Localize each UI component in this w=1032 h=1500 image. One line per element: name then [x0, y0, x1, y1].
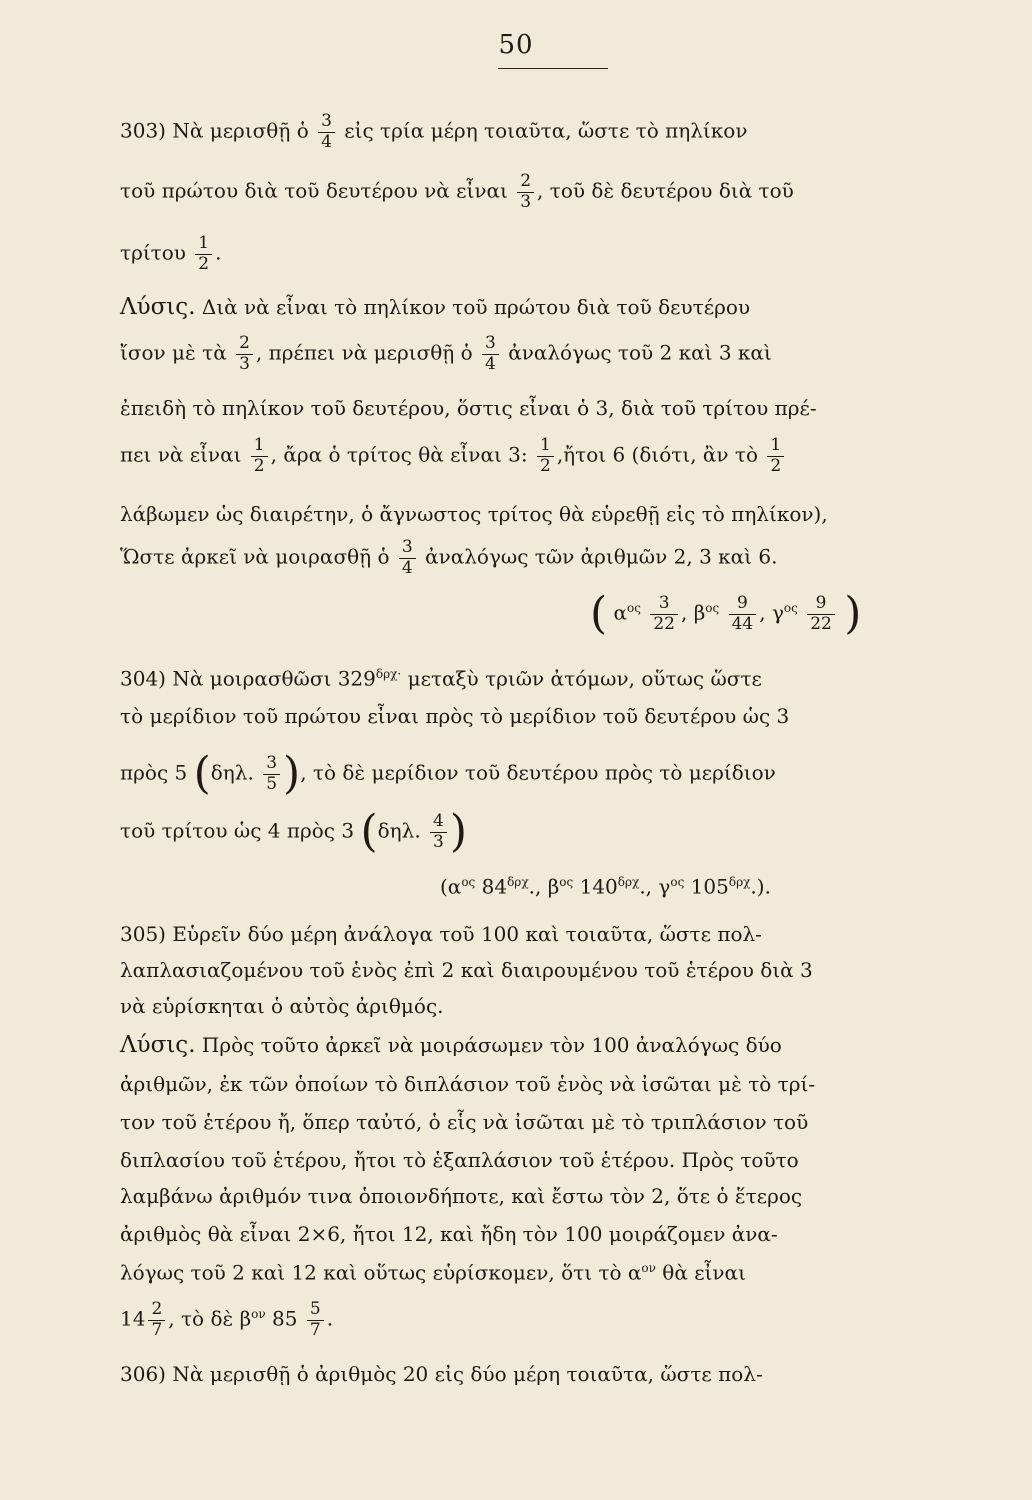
answer-304: ($\alpha^{o\varsigma}$ $84^{\delta\rho\chi}$., $\beta^{o\varsigma}$ $140^{\delta\rho\chi}$., $\gamma^{o\varsigma}$ $105^{\delta\rho\chi}$.). [440, 874, 771, 899]
text: πει νὰ εἶναι [120, 442, 242, 467]
solution-305-line-6: ἀριθμὸς θὰ εἶναι 2×6, ἤτοι 12, καὶ ἤδη τὸν 100 μοιράζομεν ἀνα- [120, 1222, 778, 1246]
solution-305-line-2: ἀριθμῶν, ἐκ τῶν ὁποίων τὸ διπλάσιον τοῦ ἑνὸς νὰ ἰσῶται μὲ τὸ τρί- [120, 1072, 816, 1096]
solution-305-line-3: τον τοῦ ἑτέρου ἤ, ὅπερ ταὐτό, ὁ εἷς νὰ ἰσῶται μὲ τὸ τριπλάσιον τοῦ [120, 1110, 809, 1134]
fraction: $\frac{9}{22}$ [807, 594, 835, 634]
fraction: $\frac{9}{44}$ [729, 594, 757, 634]
text: τοῦ τρίτου ὡς 4 πρὸς 3 [120, 818, 355, 843]
text: λάβωμεν ὡς διαιρέτην, ὁ ἄγνωστος τρίτος θὰ εὑρεθῇ εἰς τὸ πηλίκον), [120, 502, 828, 526]
solution-305-line-1: Λύσις. Πρὸς τοῦτο ἀρκεῖ νὰ μοιράσωμεν τὸν 100 ἀναλόγως δύο [120, 1032, 782, 1058]
fraction: $\frac{2}{3}$ [517, 172, 534, 212]
fraction: $\frac{3}{5}$ [263, 754, 280, 794]
fraction: $\frac{4}{3}$ [430, 812, 447, 852]
solution-label: Λύσις. [120, 1032, 196, 1058]
solution-303-line-3 [120, 398, 970, 418]
problem-304-line-4: τοῦ τρίτου ὡς 4 πρὸς 3 (δηλ. $\frac{4}{3}$ ) [120, 806, 468, 857]
text: Ὥστε ἀρκεῖ νὰ μοιρασθῇ ὁ [120, 544, 390, 569]
fraction: $\frac{1}{2}$ [767, 436, 784, 476]
fraction: $\frac{1}{2}$ [195, 234, 212, 274]
fraction: $\frac{2}{3}$ [236, 334, 253, 374]
problem-305-line-3: νὰ εὑρίσκηται ὁ αὐτὸς ἀριθμός. [120, 994, 444, 1018]
text: Διὰ νὰ εἶναι τὸ πηλίκον τοῦ πρώτου διὰ τοῦ δευτέρου [201, 295, 751, 319]
solution-303-line-2 [120, 334, 970, 374]
fraction: $\frac{3}{4}$ [318, 112, 335, 152]
solution-305-line-4: διπλασίου τοῦ ἑτέρου, ἤτοι τὸ ἑξαπλάσιον τοῦ ἑτέρου. Πρὸς τοῦτο [120, 1148, 799, 1172]
solution-303-line-4 [120, 436, 970, 476]
solution-label: Λύσις. [120, 294, 196, 320]
text: ἐπειδὴ τὸ πηλίκον τοῦ δευτέρου, ὅστις εἶναι ὁ 3, διὰ τοῦ τρίτου πρέ- [120, 396, 817, 420]
problem-303-line-2 [120, 172, 970, 212]
solution-303-line-6 [120, 538, 970, 578]
text: 303) Νὰ μερισθῇ ὁ [120, 118, 309, 143]
fraction: $\frac{1}{2}$ [251, 436, 268, 476]
problem-305-line-2: λαπλασιαζομένου τοῦ ἑνὸς ἐπὶ 2 καὶ διαιρουμένου τοῦ ἑτέρου διὰ 3 [120, 958, 813, 982]
page-number-rule [498, 68, 608, 69]
text: . [215, 240, 222, 265]
text: τρίτου [120, 240, 186, 265]
text: , ἄρα ὁ τρίτος θὰ εἶναι 3: [270, 442, 528, 467]
text: , τοῦ δὲ δευτέρου διὰ τοῦ [537, 178, 794, 203]
answer-303: ( $\alpha^{o\varsigma}$ $\frac{3}{22}$ , $\beta^{o\varsigma}$ $\frac{9}{44}$ , $\gamma^{o\varsigma}$ $\frac{9}{22}$ ) [590, 588, 862, 639]
fraction: $\frac{1}{2}$ [537, 436, 554, 476]
problem-304-line-2 [120, 706, 970, 726]
solution-305-line-7: λόγως τοῦ 2 καὶ 12 καὶ οὕτως εὑρίσκομεν, ὅτι τὸ $\alpha^{o\nu}$ θὰ εἶναι [120, 1260, 746, 1285]
text: 304) Νὰ μοιρασθῶσι 329 [120, 666, 376, 691]
text: τοῦ πρώτου διὰ τοῦ δευτέρου νὰ εἶναι [120, 178, 508, 203]
text: ἀναλόγως τοῦ 2 καὶ 3 καὶ [508, 340, 772, 365]
page-number: 50 [498, 30, 534, 60]
problem-305-line-1: 305) Εὑρεῖν δύο μέρη ἀνάλογα τοῦ 100 καὶ τοιαῦτα, ὥστε πολ- [120, 922, 762, 946]
text: ἴσον μὲ τὰ [120, 340, 227, 365]
fraction: $\frac{3}{4}$ [399, 538, 416, 578]
problem-306-line-1: 306) Νὰ μερισθῇ ὁ ἀριθμὸς 20 εἰς δύο μέρη τοιαῦτα, ὥστε πολ- [120, 1362, 763, 1386]
problem-303-line-3 [120, 234, 970, 274]
solution-305-line-8: 14 $\frac{2}{7}$ , τὸ δὲ $\beta^{o\nu}$ 85 $\frac{5}{7}$ . [120, 1299, 334, 1340]
solution-303-line-5 [120, 504, 970, 524]
text: , τὸ δὲ μερίδιον τοῦ δευτέρου πρὸς τὸ μερίδιον [300, 760, 776, 785]
text: τὸ μερίδιον τοῦ πρώτου εἶναι πρὸς τὸ μερίδιον τοῦ δευτέρου ὡς 3 [120, 704, 790, 728]
text: ἀναλόγως τῶν ἀριθμῶν 2, 3 καὶ 6. [425, 544, 778, 569]
text: μεταξὺ τριῶν ἀτόμων, οὕτως ὥστε [407, 666, 762, 691]
text: πρὸς 5 [120, 760, 188, 785]
solution-305-line-5: λαμβάνω ἀριθμόν τινα ὁποιονδήποτε, καὶ ἔστω τὸν 2, ὅτε ὁ ἕτερος [120, 1184, 803, 1208]
problem-304-line-3: πρὸς 5 (δηλ. $\frac{3}{5}$ ), τὸ δὲ μερίδιον τοῦ δευτέρου πρὸς τὸ μερίδιον [120, 748, 776, 799]
problem-303-line-1 [120, 112, 970, 152]
text: , πρέπει νὰ μερισθῇ ὁ [255, 340, 473, 365]
text: ,ἤτοι 6 (διότι, ἂν τὸ [556, 442, 759, 467]
fraction: $\frac{2}{7}$ [148, 1300, 165, 1340]
fraction: $\frac{3}{4}$ [482, 334, 499, 374]
fraction: $\frac{3}{22}$ [650, 594, 678, 634]
solution-303-line-1 [120, 296, 970, 319]
fraction: $\frac{5}{7}$ [307, 1300, 324, 1340]
problem-304-line-1: 304) Νὰ μοιρασθῶσι $329^{\delta\rho\chi\cdot}$ μεταξὺ τριῶν ἀτόμων, οὕτως ὥστε [120, 666, 762, 691]
text: εἰς τρία μέρη τοιαῦτα, ὥστε τὸ πηλίκον [344, 118, 748, 143]
